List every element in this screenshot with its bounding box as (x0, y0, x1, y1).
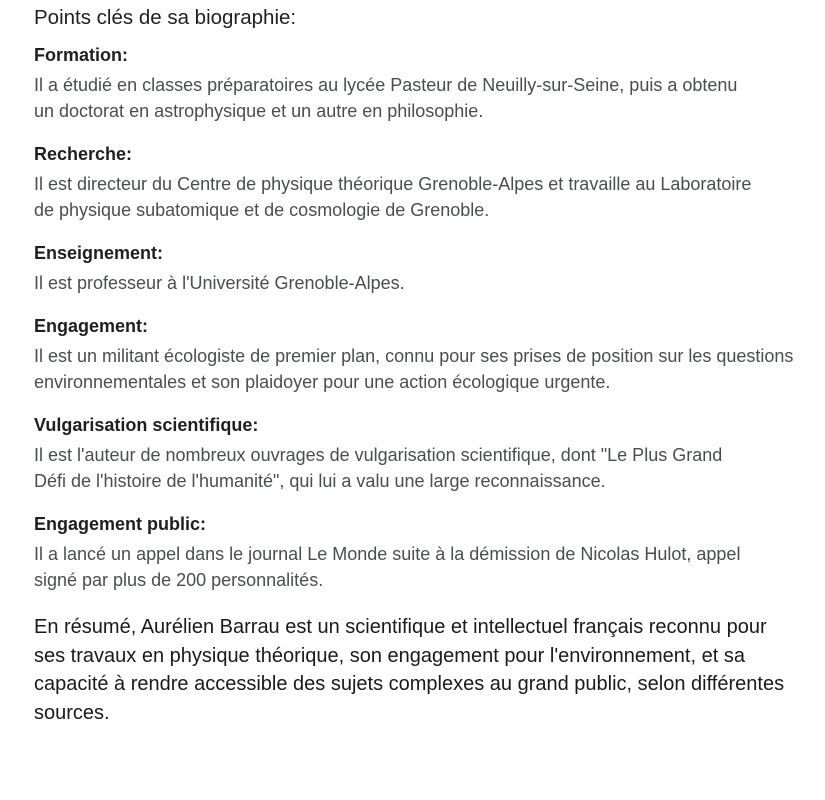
section-title: Vulgarisation scientifique: (34, 415, 259, 435)
section-title: Engagement public: (34, 514, 207, 534)
page-title: Points clés de sa biographie: (34, 6, 297, 29)
section-formation (34, 42, 809, 124)
section-engagement-public (34, 511, 809, 593)
summary-paragraph: En résumé, Aurélien Barrau est un scientifique et intellectuel français reconnu pour ses travaux en physique théorique, son engagement pour l'environnement, et sa capacité à rendre accessible des sujets complexes au grand public, selon différentes sources. (34, 616, 785, 724)
section-text: Il a étudié en classes préparatoires au lycée Pasteur de Neuilly-sur-Seine, puis a obtenu un doctorat en astrophysique et un autre en philosophie. (34, 75, 738, 121)
section-text: Il est professeur à l'Université Grenoble-Alpes. (34, 273, 405, 293)
biography-document (34, 4, 809, 727)
section-title: Formation: (34, 45, 128, 65)
section-vulgarisation (34, 412, 809, 494)
section-engagement (34, 313, 809, 395)
section-recherche (34, 141, 809, 223)
section-text: Il est l'auteur de nombreux ouvrages de vulgarisation scientifique, dont "Le Plus Grand Défi de l'histoire de l'humanité", qui lui a valu une large reconnaissance. (34, 445, 723, 491)
section-enseignement (34, 240, 809, 296)
section-text: Il est un militant écologiste de premier plan, connu pour ses prises de position sur les questions environnementales et son plaidoyer pour une action écologique urgente. (34, 346, 794, 392)
section-text: Il a lancé un appel dans le journal Le Monde suite à la démission de Nicolas Hulot, appel signé par plus de 200 personnalités. (34, 544, 741, 590)
section-title: Engagement: (34, 316, 149, 336)
section-title: Recherche: (34, 144, 133, 164)
section-title: Enseignement: (34, 243, 164, 263)
section-text: Il est directeur du Centre de physique théorique Grenoble-Alpes et travaille au Laboratoire de physique subatomique et de cosmologie de Grenoble. (34, 174, 752, 220)
